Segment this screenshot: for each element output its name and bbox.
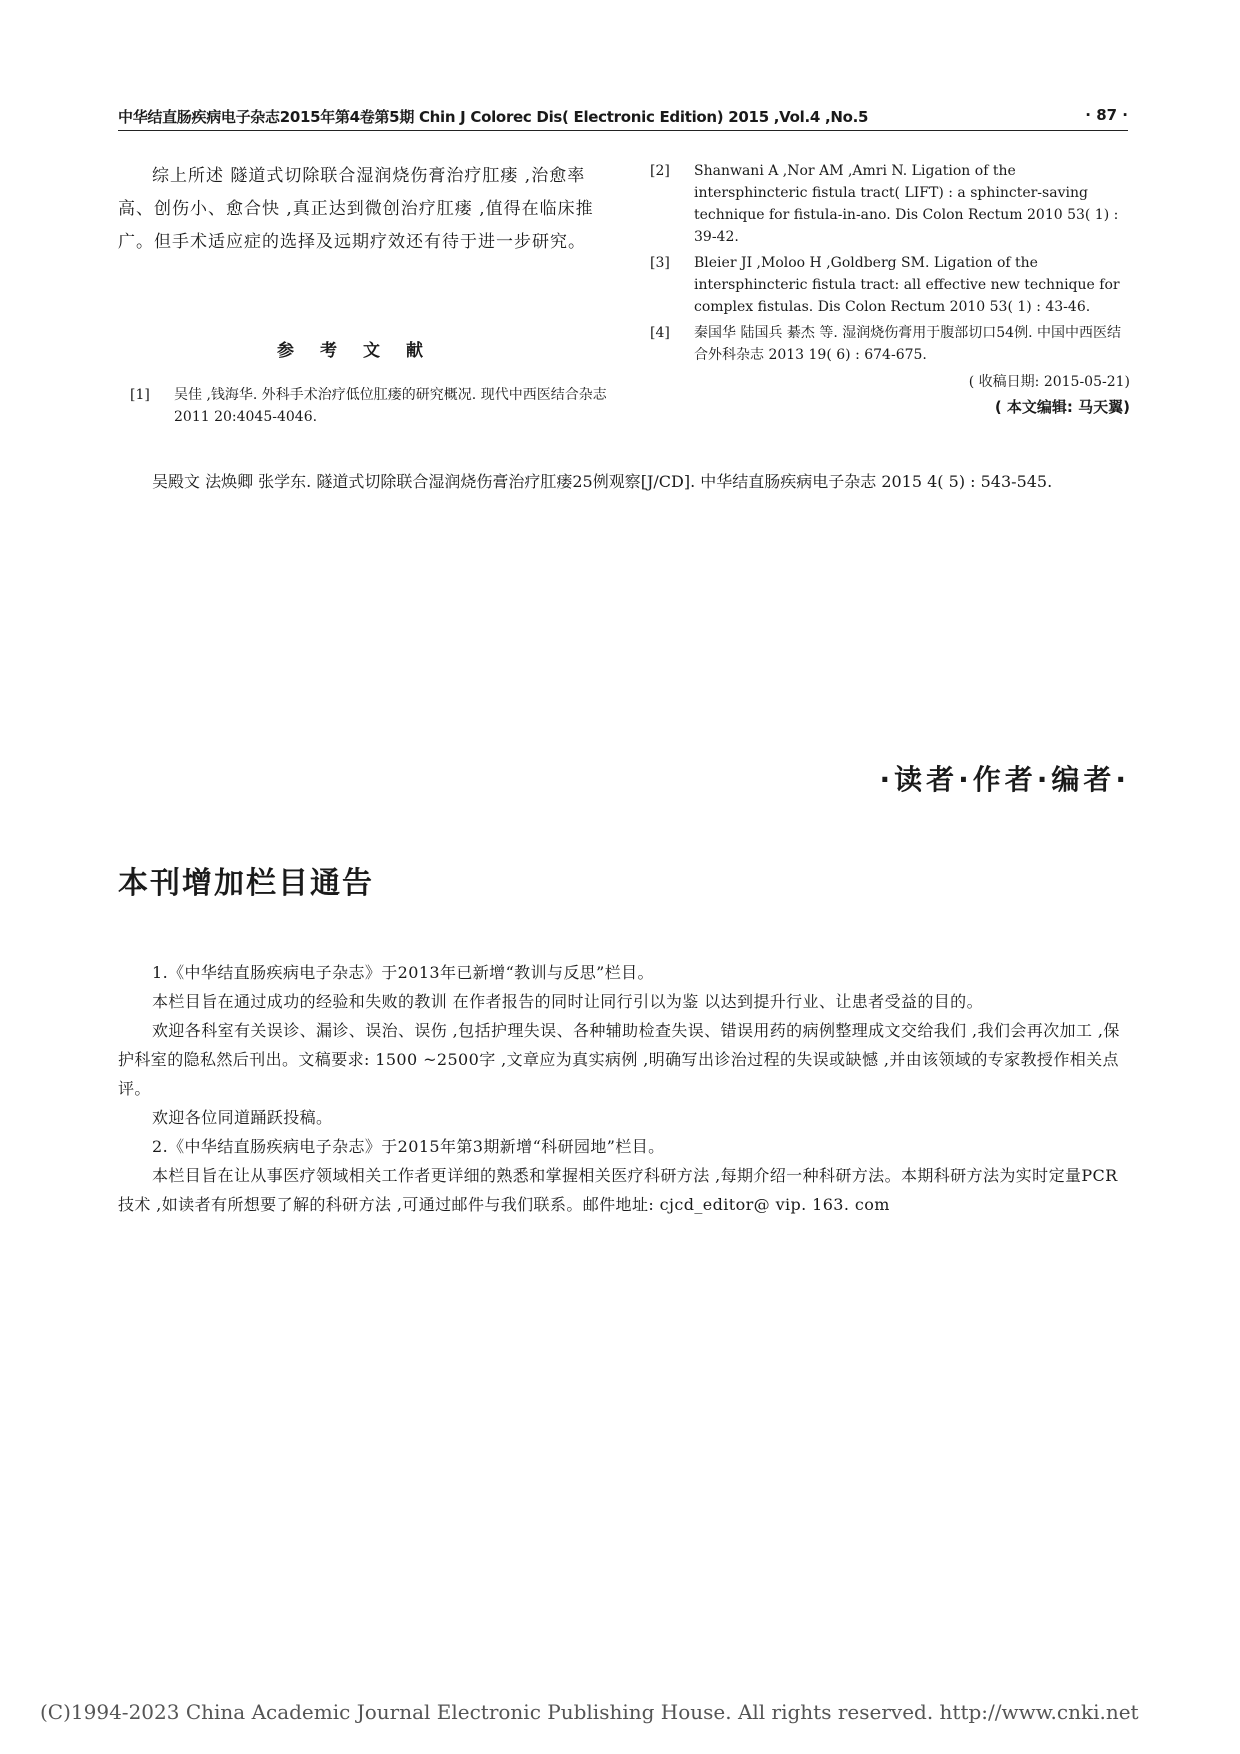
reference-text: 吴佳 ,钱海华. 外科手术治疗低位肛瘘的研究概况. 现代中西医结合杂志 2011 20:4045-4046. bbox=[174, 387, 607, 425]
notice-paragraph: 欢迎各科室有关误诊、漏诊、误治、误伤 ,包括护理失误、各种辅助检查失误、错误用药的病例整理成文交给我们 ,我们会再次加工 ,保护科室的隐私然后刊出。文稿要求: 1500 ~2500字 ,文章应为真实病例 ,明确写出诊治过程的失误或缺憾 ,并由该领域的专家教授作相关点评。 bbox=[118, 1021, 1120, 1098]
reference-item bbox=[130, 384, 608, 428]
reference-number: [4] bbox=[650, 325, 670, 341]
conclusion-paragraph: 综上所述 隧道式切除联合湿润烧伤膏治疗肛瘘 ,治愈率高、创伤小、愈合快 ,真正达到微创治疗肛瘘 ,值得在临床推广。但手术适应症的选择及远期疗效还有待于进一步研究。 bbox=[118, 166, 594, 252]
notice-paragraph: 1.《中华结直肠疾病电子杂志》于2013年已新增“教训与反思”栏目。 bbox=[152, 963, 654, 982]
left-column bbox=[118, 160, 608, 259]
editor-credit: ( 本文编辑: 马天翼) bbox=[994, 398, 1130, 416]
notice-paragraph: 本栏目旨在通过成功的经验和失败的教训 在作者报告的同时让同行引以为鉴 以达到提升行业、让患者受益的目的。 bbox=[152, 992, 983, 1011]
notice-title: 本刊增加栏目通告 bbox=[118, 866, 374, 901]
article-citation: 吴殿文 法焕卿 张学东. 隧道式切除联合湿润烧伤膏治疗肛瘘25例观察[J/CD]. 中华结直肠疾病电子杂志 2015 4( 5) : 543-545. bbox=[152, 472, 1053, 491]
journal-header: 中华结直肠疾病电子杂志2015年第4卷第5期 Chin J Colorec Dis( Electronic Edition) 2015 ,Vol.4 ,No.5 bbox=[118, 108, 869, 126]
copyright-footer: (C)1994-2023 China Academic Journal Electronic Publishing House. All rights reserved. http://www.cnki.net bbox=[40, 1700, 1139, 1724]
reference-text: 秦国华 陆国兵 綦杰 等. 湿润烧伤膏用于腹部切口54例. 中国中西医结合外科杂志 2013 19( 6) : 674-675. bbox=[694, 325, 1121, 363]
received-date: ( 收稿日期: 2015-05-21) bbox=[968, 374, 1130, 390]
right-column bbox=[650, 160, 1130, 420]
reference-number: [2] bbox=[650, 163, 670, 179]
reference-list-left bbox=[130, 384, 608, 432]
reference-text: Shanwani A ,Nor AM ,Amri N. Ligation of the intersphincteric fistula tract( LIFT) : a sphincter-saving technique for fistula-in-ano. Dis Colon Rectum 2010 53( 1) : 39-42. bbox=[694, 163, 1119, 245]
reference-number: [3] bbox=[650, 255, 670, 271]
references-title: 参考文献 bbox=[277, 341, 449, 361]
notice-body bbox=[118, 958, 1128, 1219]
reference-number: [1] bbox=[130, 387, 150, 403]
page-number: · 87 · bbox=[1085, 106, 1128, 124]
running-header bbox=[118, 104, 1128, 131]
notice-paragraph: 欢迎各位同道踊跃投稿。 bbox=[152, 1108, 333, 1127]
reference-text: Bleier JI ,Moloo H ,Goldberg SM. Ligation of the intersphincteric fistula tract: all effective new technique for complex fistulas. Dis Colon Rectum 2010 53( 1) : 43-46. bbox=[694, 255, 1120, 315]
section-banner: ·读者·作者·编者· bbox=[879, 763, 1130, 796]
notice-paragraph: 本栏目旨在让从事医疗领域相关工作者更详细的熟悉和掌握相关医疗科研方法 ,每期介绍一种科研方法。本期科研方法为实时定量PCR技术 ,如读者有所想要了解的科研方法 ,可通过邮件与我们联系。邮件地址: cjcd_editor@ vip. 163. com bbox=[118, 1166, 1118, 1214]
reference-item bbox=[650, 160, 1130, 248]
reference-item bbox=[650, 322, 1130, 366]
reference-item bbox=[650, 252, 1130, 318]
notice-paragraph: 2.《中华结直肠疾病电子杂志》于2015年第3期新增“科研园地”栏目。 bbox=[152, 1137, 665, 1156]
